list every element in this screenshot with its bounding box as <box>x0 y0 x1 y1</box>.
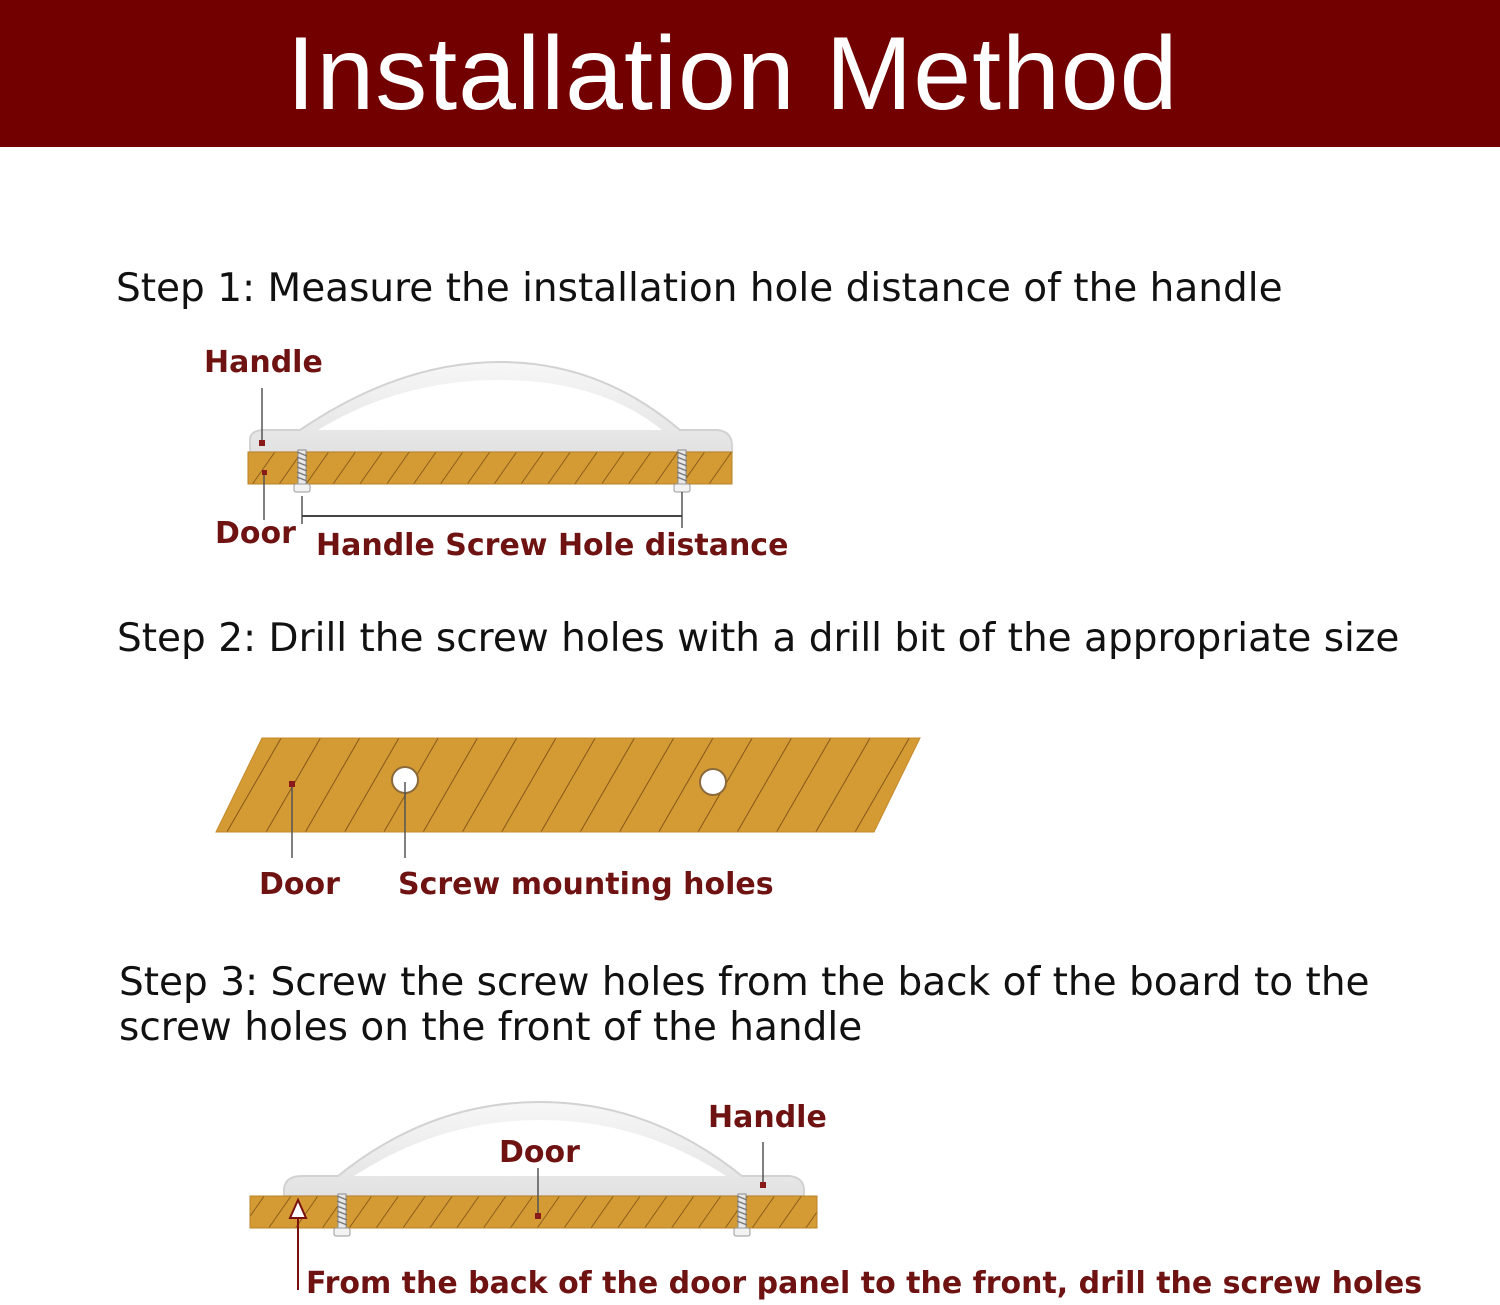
step1-diagram <box>248 362 732 528</box>
step3-door-label: Door <box>499 1135 580 1170</box>
step2-diagram <box>216 738 920 858</box>
step3-text-line1: Step 3: Screw the screw holes from the back of the board to the <box>119 960 1370 1005</box>
step3-door-board <box>250 1196 817 1228</box>
step1-door-board <box>248 452 732 484</box>
step3-direction-label: From the back of the door panel to the front, drill the screw holes <box>306 1266 1423 1301</box>
step1-distance-label: Handle Screw Hole distance <box>316 528 789 563</box>
step2-hole-right <box>700 769 726 795</box>
step2-door-board <box>216 738 920 832</box>
step1-text: Step 1: Measure the installation hole distance of the handle <box>116 266 1283 311</box>
page-title: Installation Method <box>286 15 1179 132</box>
step2-door-label: Door <box>259 867 340 902</box>
step2-holes-label: Screw mounting holes <box>398 867 774 902</box>
step3-handle-label: Handle <box>708 1100 827 1135</box>
step2-text: Step 2: Drill the screw holes with a drill bit of the appropriate size <box>117 616 1400 661</box>
step3-text-line2: screw holes on the front of the handle <box>119 1005 863 1050</box>
step1-door-label: Door <box>215 516 296 551</box>
step1-handle-label: Handle <box>204 345 323 380</box>
